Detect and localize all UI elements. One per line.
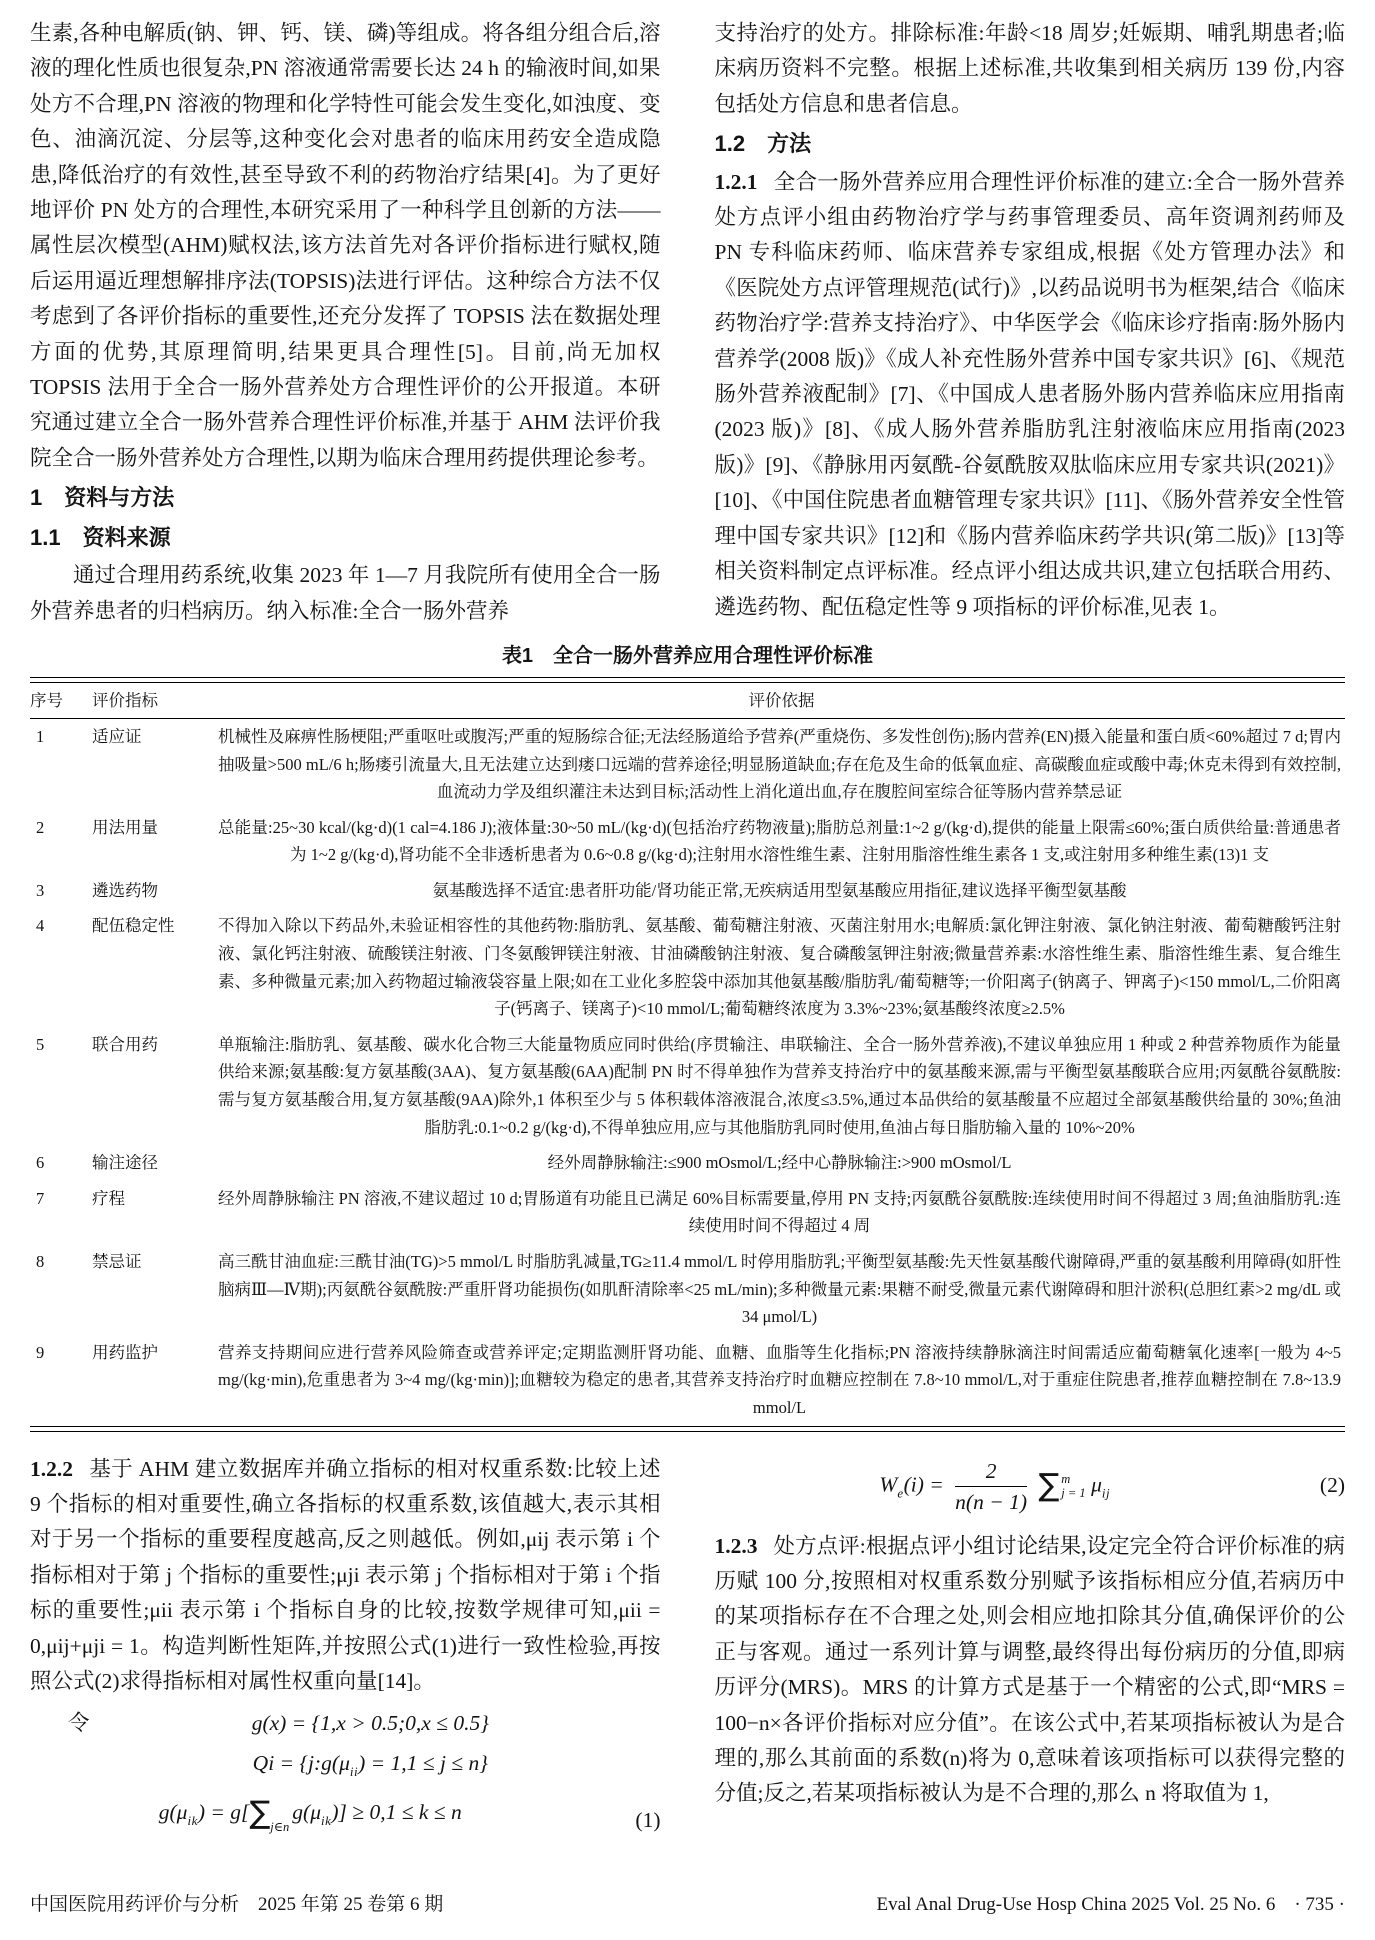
paragraph [30, 1452, 661, 1700]
formula-number-2: (2) [1319, 1473, 1345, 1498]
bottom-left-column [30, 1452, 661, 1848]
bottom-right-column [715, 1452, 1346, 1848]
table-header-row [30, 683, 1345, 719]
table-row [30, 1027, 1345, 1145]
formula-text: )] ≥ 0,1 ≤ k ≤ n [331, 1800, 462, 1825]
fraction-denominator: n(n − 1) [955, 1489, 1027, 1514]
table-row [30, 1181, 1345, 1244]
row-no: 6 [36, 1153, 45, 1173]
formula-line-2 [30, 1743, 661, 1792]
row-basis: 经外周静脉输注:≤900 mOsmol/L;经中心静脉输注:>900 mOsmol/L [547, 1153, 1012, 1173]
paragraph-number: 1.2.1 [714, 169, 758, 194]
sigma-symbol: ∑ [249, 1795, 271, 1832]
row-indicator: 疗程 [92, 1188, 125, 1208]
paragraph: 支持治疗的处方。排除标准:年龄<18 周岁;妊娠期、哺乳期患者;临床病历资料不完整。根据上述标准,共收集到相关病历 139 份,内容包括处方信息和患者信息。 [714, 21, 1345, 116]
formula-subscript: ij [1101, 1485, 1111, 1500]
sigma-limits [1061, 1472, 1085, 1500]
row-no: 4 [36, 916, 45, 936]
table-row [30, 1145, 1345, 1181]
row-basis: 不得加入除以下药品外,未验证相容性的其他药物:脂肪乳、氨基酸、葡萄糖注射液、灭菌注射用水;电解质:氯化钾注射液、氯化钠注射液、葡萄糖酸钙注射液、氯化钙注射液、硫酸镁注射液、门冬氨酸钾镁注射液、甘油磷酸钠注射液、复合磷酸氢钾注射液;微量营养素:水溶性维生素、脂溶性维生素、复合维生素、多种微量元素;加入药物超过输液袋容量上限;如在工业化多腔袋中添加其他氨基酸/脂肪乳/葡萄糖等;一价阳离子(钠离子、钾离子)<150 mmol/L,二价阳离子(钙离子、镁离子)<10 mmol/L;葡萄糖终浓度为 3.3%~23%;氨基酸终浓度≥2.5% [218, 916, 1341, 1019]
formula-line-3 [30, 1792, 661, 1847]
row-no: 9 [36, 1342, 45, 1362]
row-indicator: 遴选药物 [92, 880, 158, 900]
paragraph [715, 1529, 1346, 1812]
formula-subscript: e [897, 1485, 904, 1500]
section-heading-1-1: 1.1 资料来源 [30, 524, 171, 550]
row-basis: 机械性及麻痹性肠梗阻;严重呕吐或腹泻;严重的短肠综合征;无法经肠道给予营养(严重烧伤、多发性创伤);肠内营养(EN)摄入能量和蛋白质<60%超过 7 d;胃内抽吸量>500 mL/6 h;肠瘘引流量大,且无法建立达到瘘口远端的营养途径;明显肠道缺血;存在危及生命的低氧血症、高碳酸血症或酸中毒;休克未得到有效控制,血流动力学及组织灌注未达到目标;活动性上消化道出血,存在腹腔间室综合征等肠内营养禁忌证 [218, 726, 1341, 802]
row-no: 7 [36, 1188, 45, 1208]
formula-text: ) = 1,1 ≤ j ≤ n} [358, 1751, 488, 1776]
formula-subscript: ii [349, 1764, 359, 1780]
header-indicator: 评价指标 [92, 690, 158, 710]
row-indicator: 用药监护 [92, 1342, 158, 1362]
row-indicator: 输注途径 [92, 1153, 158, 1173]
row-no: 3 [36, 880, 45, 900]
row-indicator: 配伍稳定性 [92, 916, 175, 936]
footer-journal-en: Eval Anal Drug-Use Hosp China 2025 Vol. 25 No. 6 · 735 · [876, 1894, 1345, 1915]
table-row [30, 1335, 1345, 1426]
section-heading-1: 1 资料与方法 [30, 485, 175, 511]
sigma-subscript: j∈n [270, 1820, 290, 1835]
paragraph-number: 1.2.3 [714, 1533, 758, 1558]
row-indicator: 用法用量 [92, 817, 158, 837]
fraction-numerator: 2 [955, 1458, 1027, 1487]
bottom-columns [30, 1452, 1345, 1848]
row-indicator: 适应证 [92, 726, 142, 746]
row-basis: 营养支持期间应进行营养风险筛查或营养评定;定期监测肝肾功能、血糖、血脂等生化指标;PN 溶液持续静脉滴注时间需适应葡萄糖氧化速率[一般为 4~5 mg/(kg·min),危重患者为 3~4 mg/(kg·min)];血糖较为稳定的患者,其营养支持治疗时血糖应控制在 7.8~10 mmol/L,对于重症住院患者,推荐血糖控制在 7.8~13.9 mmol/L [218, 1342, 1341, 1417]
paragraph: 生素,各种电解质(钠、钾、钙、镁、磷)等组成。将各组分组合后,溶液的理化性质也很复杂,PN 溶液通常需要长达 24 h 的输液时间,如果处方不合理,PN 溶液的物理和化学特性可能会发生变化,如浊度、变色、油滴沉淀、分层等,这种变化会对患者的临床用药安全造成隐患,降低治疗的有效性,甚至导致不利的药物治疗结果[4]。为了更好地评价 PN 处方的合理性,本研究采用了一种科学且创新的方法——属性层次模型(AHM)赋权法,该方法首先对各评价指标进行赋权,随后运用逼近理想解排序法(TOPSIS)法进行评估。这种综合方法不仅考虑到了各评价指标的重要性,还充分发挥了 TOPSIS 法在数据处理方面的优势,其原理简明,结果更具合理性[5]。目前,尚无加权 TOPSIS 法用于全合一肠外营养处方合理性评价的公开报道。本研究通过建立全合一肠外营养合理性评价标准,并基于 AHM 法评价我院全合一肠外营养处方合理性,以期为临床合理用药提供理论参考。 [30, 21, 661, 470]
row-basis: 高三酰甘油血症:三酰甘油(TG)>5 mmol/L 时脂肪乳减量,TG≥11.4 mmol/L 时停用脂肪乳;平衡型氨基酸:先天性氨基酸代谢障碍,严重的氨基酸利用障碍(如肝性脑病Ⅲ—Ⅳ期);丙氨酰谷氨酰胺:严重肝肾功能损伤(如肌酐清除率<25 mL/min);多种微量元素:果糖不耐受,微量元素代谢障碍和胆汁淤积(总胆红素>2 mg/dL 或 34 μmol/L) [218, 1252, 1341, 1327]
table-1 [30, 639, 1345, 1432]
header-no: 序号 [30, 690, 63, 710]
top-left-column [30, 16, 661, 629]
formula-text: μ [1091, 1472, 1102, 1496]
formula-text: Qi = {j:g(μ [252, 1751, 350, 1776]
paragraph-number: 1.2.2 [30, 1456, 73, 1481]
formula-text: g(μ [158, 1800, 188, 1825]
formula-text: (i) = [903, 1472, 944, 1496]
table-row [30, 873, 1345, 909]
top-right-column [715, 16, 1346, 629]
table-row [30, 810, 1345, 873]
header-basis: 评价依据 [748, 690, 815, 710]
row-basis: 氨基酸选择不适宜:患者肝功能/肾功能正常,无疾病适用型氨基酸应用指征,建议选择平衡型氨基酸 [432, 880, 1127, 900]
row-no: 8 [36, 1252, 45, 1271]
table-row [30, 1244, 1345, 1335]
formula-text: W [879, 1472, 898, 1496]
table-title: 表1 全合一肠外营养应用合理性评价标准 [501, 644, 874, 667]
sigma-subscript: j = 1 [1061, 1486, 1086, 1501]
row-indicator: 联合用药 [92, 1034, 158, 1054]
table-bottom-rule [30, 1426, 1345, 1432]
table-row [30, 908, 1345, 1026]
formula-block-1 [30, 1703, 661, 1847]
table-body [30, 719, 1345, 1426]
formula-subscript: ik [187, 1813, 198, 1829]
top-columns [30, 16, 1345, 629]
section-heading-1-2: 1.2 方法 [714, 131, 812, 157]
formula-qi [150, 1743, 591, 1792]
paragraph: 通过合理用药系统,收集 2023 年 1—7 月我院所有使用全合一肠外营养患者的归档病历。纳入标准:全合一肠外营养 [30, 563, 661, 623]
paragraph-text: 处方点评:根据点评小组讨论结果,设定完全符合评价标准的病历赋 100 分,按照相对权重系数分别赋予该指标相应分值,若病历中的某项指标存在不合理之处,则会相应地扣除其分值,确保评价的公正与客观。通过一系列计算与调整,最终得出每份病历的分值,即病历评分(MRS)。MRS 的计算方式是基于一个精密的公式,即“MRS = 100−n×各评价指标对应分值”。在该公式中,若某项指标被认为是合理的,那么其前面的系数(n)将为 0,意味着该项指标可以获得完整的分值;反之,若某项指标被认为是不合理的,那么 n 将取值为 1, [714, 1533, 1345, 1806]
sigma-symbol: ∑ [1038, 1467, 1060, 1503]
footer-journal-cn: 中国医院用药评价与分析 2025 年第 25 卷第 6 期 [30, 1894, 444, 1915]
formula-gmu [30, 1792, 591, 1847]
table-row [30, 719, 1345, 810]
formula-we [715, 1458, 1276, 1515]
formula-subscript: ik [320, 1813, 332, 1829]
fraction [955, 1458, 1027, 1515]
paragraph [715, 165, 1346, 625]
page-footer [30, 1889, 1345, 1916]
row-no: 5 [36, 1034, 45, 1054]
formula-text: ) = g[ [197, 1800, 250, 1825]
formula-gx: g(x) = {1,x > 0.5;0,x ≤ 0.5} [251, 1711, 489, 1736]
row-basis: 单瓶输注:脂肪乳、氨基酸、碳水化合物三大能量物质应同时供给(序贯输注、串联输注、全合一肠外营养液),不建议单独应用 1 种或 2 种营养物质作为能量供给来源;氨基酸:复方氨基酸(3AA)、复方氨基酸(6AA)配制 PN 时不得单独作为营养支持治疗中的氨基酸来源,需与平衡型氨基酸联合应用;丙氨酰谷氨酰胺:需与复方氨基酸合用,复方氨基酸(9AA)除外,1 体积至少与 5 体积载体溶液混合,浓度≤3.5%,通过本品供给的氨基酸量不应超过全部氨基酸供给量的 30%;鱼油脂肪乳:0.1~0.2 g/(kg·d),不得单独应用,应与其他脂肪乳同时使用,鱼油占每日脂肪输入量的 10%~20% [218, 1034, 1341, 1137]
paragraph-text: 基于 AHM 建立数据库并确立指标的相对权重系数:比较上述 9 个指标的相对重要性,确立各指标的权重系数,该值越大,表示其相对于另一个指标的重要程度越高,反之则越低。例如,μij 表示第 i 个指标相对于第 j 个指标的重要性;μji 表示第 j 个指标相对于第 i 个指标的重要性;μii 表示第 i 个指标自身的比较,按数学规律可知,μii = 0,μij+μji = 1。构造判断性矩阵,并按照公式(1)进行一致性检验,再按照公式(2)求得指标相对属性权重向量[14]。 [30, 1456, 661, 1693]
formula-intro: 令 [68, 1711, 90, 1736]
row-indicator: 禁忌证 [92, 1252, 142, 1271]
formula-line-1 [30, 1703, 661, 1743]
row-no: 2 [36, 817, 45, 837]
row-basis: 总能量:25~30 kcal/(kg·d)(1 cal=4.186 J);液体量:30~50 mL/(kg·d)(包括治疗药物液量);脂肪总剂量:1~2 g/(kg·d),提供的能量上限需≤60%;蛋白质供给量:普通患者为 1~2 g/(kg·d),肾功能不全非透析患者为 0.6~0.8 g/(kg·d);注射用水溶性维生素、注射用脂溶性维生素各 1 支,或注射用多种维生素(13)1 支 [218, 817, 1341, 865]
paragraph-text: 全合一肠外营养应用合理性评价标准的建立:全合一肠外营养处方点评小组由药物治疗学与药事管理委员、高年资调剂药师及 PN 专科临床药师、临床营养专家组成,根据《处方管理办法》和《医院处方点评管理规范(试行)》,以药品说明书为框架,结合《临床药物治疗学:营养支持治疗》、中华医学会《临床诊疗指南:肠外肠内营养学(2008 版)》《成人补充性肠外营养中国专家共识》[6]、《规范肠外营养液配制》[7]、《中国成人患者肠外肠内营养临床应用指南(2023 版)》[8]、《成人肠外营养脂肪乳注射液临床应用指南(2023 版)》[9]、《静脉用丙氨酰-谷氨酰胺双肽临床应用专家共识(2021)》[10]、《中国住院患者血糖管理专家共识》[11]、《肠外营养安全性管理中国专家共识》[12]和《肠内营养临床药学共识(第二版)》[13]等相关资料制定点评标准。经点评小组达成共识,建立包括联合用药、遴选药物、配伍稳定性等 9 项指标的评价标准,见表 1。 [714, 169, 1345, 619]
sigma-superscript: m [1061, 1472, 1071, 1487]
row-basis: 经外周静脉输注 PN 溶液,不建议超过 10 d;胃肠道有功能且已满足 60%目标需要量,停用 PN 支持;丙氨酰谷氨酰胺:连续使用时间不得超过 3 周;鱼油脂肪乳:连续使用时间不得超过 4 周 [218, 1188, 1341, 1236]
row-no: 1 [36, 726, 45, 746]
formula-text: g(μ [292, 1800, 321, 1825]
formula-number-1: (1) [635, 1807, 661, 1832]
formula-2 [715, 1458, 1346, 1515]
